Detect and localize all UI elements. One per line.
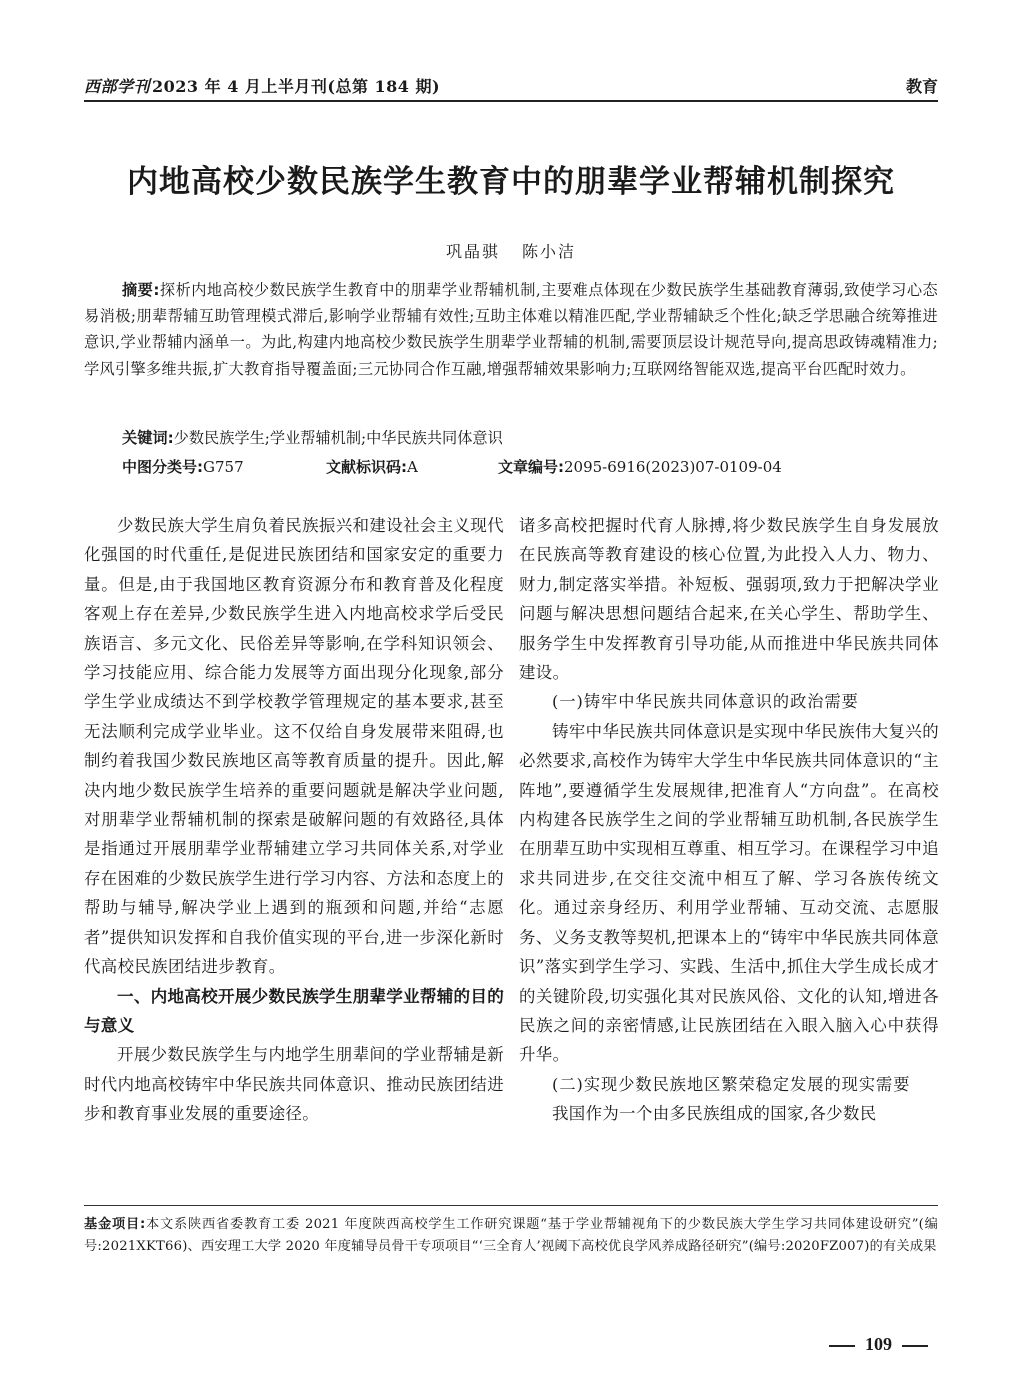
- author-list: [84, 239, 938, 262]
- funding-label: 基金项目:: [84, 1217, 146, 1232]
- paragraph: 诸多高校把握时代育人脉搏,将少数民族学生自身发展放在民族高等教育建设的核心位置,为此投入人力、物力、财力,制定落实举措。补短板、强弱项,致力于把解决学业问题与解决思想问题结合起来,在关心学生、帮助学生、服务学生中发挥教育引导功能,从而推进中华民族共同体建设。: [519, 516, 939, 683]
- clc-value: G757: [203, 458, 244, 476]
- journal-logo: 西部学刊: [84, 77, 151, 96]
- paragraph: 我国作为一个由多民族组成的国家,各少数民: [552, 1104, 877, 1124]
- dash-right: [902, 1345, 928, 1347]
- subsection-heading: (一)铸牢中华民族共同体意识的政治需要: [552, 692, 859, 712]
- clc-number: [122, 455, 326, 479]
- funding-footnote: [84, 1214, 938, 1258]
- subsection-heading: (二)实现少数民族地区繁荣稳定发展的现实需要: [552, 1074, 911, 1094]
- doc-code-value: A: [407, 458, 418, 476]
- body-column-right: [519, 511, 939, 1129]
- article-no-value: 2095-6916(2023)07-0109-04: [564, 458, 782, 476]
- paragraph: 开展少数民族学生与内地学生朋辈间的学业帮辅是新时代内地高校铸牢中华民族共同体意识、推动民族团结进步和教育事业发展的重要途径。: [84, 1045, 504, 1124]
- document-code: [326, 455, 498, 479]
- abstract-label: 摘要:: [122, 281, 160, 299]
- section-label: 教育: [905, 77, 938, 96]
- dash-left: [829, 1345, 855, 1347]
- issue-info: 2023 年 4 月上半月刊(总第 184 期): [152, 77, 441, 96]
- keywords-label: 关键词:: [122, 429, 174, 447]
- keywords-text: 少数民族学生;学业帮辅机制;中华民族共同体意识: [173, 429, 503, 447]
- abstract: [84, 277, 938, 382]
- paragraph: 铸牢中华民族共同体意识是实现中华民族伟大复兴的必然要求,高校作为铸牢大学生中华民族共同体意识的“主阵地”,要遵循学生发展规律,把准育人“方向盘”。在高校内构建各民族学生之间的学业帮辅互助机制,各民族学生在朋辈互助中实现相互尊重、相互学习。在课程学习中追求共同进步,在交往交流中相互了解、学习各族传统文化。通过亲身经历、利用学业帮辅、互动交流、志愿服务、义务支教等契机,把课本上的“铸牢中华民族共同体意识”落实到学生学习、实践、生活中,抓住大学生成长成才的关键阶段,切实强化其对民族风俗、文化的认知,增进各民族之间的亲密情感,让民族团结在入眼入脑入心中获得升华。: [519, 721, 939, 1065]
- classification-line: [122, 455, 938, 479]
- article-number: [498, 455, 782, 479]
- body-column-left: [84, 511, 504, 1129]
- author-name: 陈小洁: [522, 242, 577, 261]
- paragraph: 少数民族大学生肩负着民族振兴和建设社会主义现代化强国的时代重任,是促进民族团结和国家安定的重要力量。但是,由于我国地区教育资源分布和教育普及化程度客观上存在差异,少数民族学生进入内地高校求学后受民族语言、多元文化、民俗差异等影响,在学科知识领会、学习技能应用、综合能力发展等方面出现分化现象,部分学生学业成绩达不到学校教学管理规定的基本要求,甚至无法顺利完成学业毕业。这不仅给自身发展带来阻碍,也制约着我国少数民族地区高等教育质量的提升。因此,解决内地少数民族学生培养的重要问题就是解决学业问题,对朋辈学业帮辅机制的探索是破解问题的有效路径,具体是指通过开展朋辈学业帮辅建立学习共同体关系,对学业存在困难的少数民族学生进行学习内容、方法和态度上的帮助与辅导,解决学业上遇到的瓶颈和问题,并给“志愿者”提供知识发挥和自我价值实现的平台,进一步深化新时代高校民族团结进步教育。: [84, 516, 504, 977]
- running-header: [84, 74, 938, 102]
- doc-code-label: 文献标识码:: [326, 458, 407, 476]
- journal-issue: [84, 74, 440, 97]
- author-name: 巩晶骐: [445, 242, 500, 261]
- keywords: [122, 426, 938, 450]
- page-number: [819, 1334, 938, 1355]
- page-number-value: 109: [865, 1334, 892, 1354]
- funding-text: 本文系陕西省委教育工委 2021 年度陕西高校学生工作研究课题“基于学业帮辅视角下的少数民族大学生学习共同体建设研究”(编号:2021XKT66)、西安理工大学 2020 年度辅导员骨干专项项目“‘三全育人’视阈下高校优良学风养成路径研究”(编号:2020FZ007)的有关成果: [84, 1217, 938, 1254]
- clc-label: 中图分类号:: [122, 458, 203, 476]
- article-no-label: 文章编号:: [498, 458, 564, 476]
- section-heading: 一、内地高校开展少数民族学生朋辈学业帮辅的目的与意义: [84, 986, 504, 1035]
- abstract-text: 探析内地高校少数民族学生教育中的朋辈学业帮辅机制,主要难点体现在少数民族学生基础教育薄弱,致使学习心态易消极;朋辈帮辅互助管理模式滞后,影响学业帮辅有效性;互助主体难以精准匹配,学业帮辅缺乏个性化;缺乏学思融合统筹推进意识,学业帮辅内涵单一。为此,构建内地高校少数民族学生朋辈学业帮辅的机制,需要顶层设计规范导向,提高思政铸魂精准力;学风引擎多维共振,扩大教育指导覆盖面;三元协同合作互融,增强帮辅效果影响力;互联网络智能双选,提高平台匹配时效力。: [84, 281, 938, 378]
- article-title: 内地高校少数民族学生教育中的朋辈学业帮辅机制探究: [127, 164, 895, 200]
- footnote-divider: [84, 1205, 938, 1206]
